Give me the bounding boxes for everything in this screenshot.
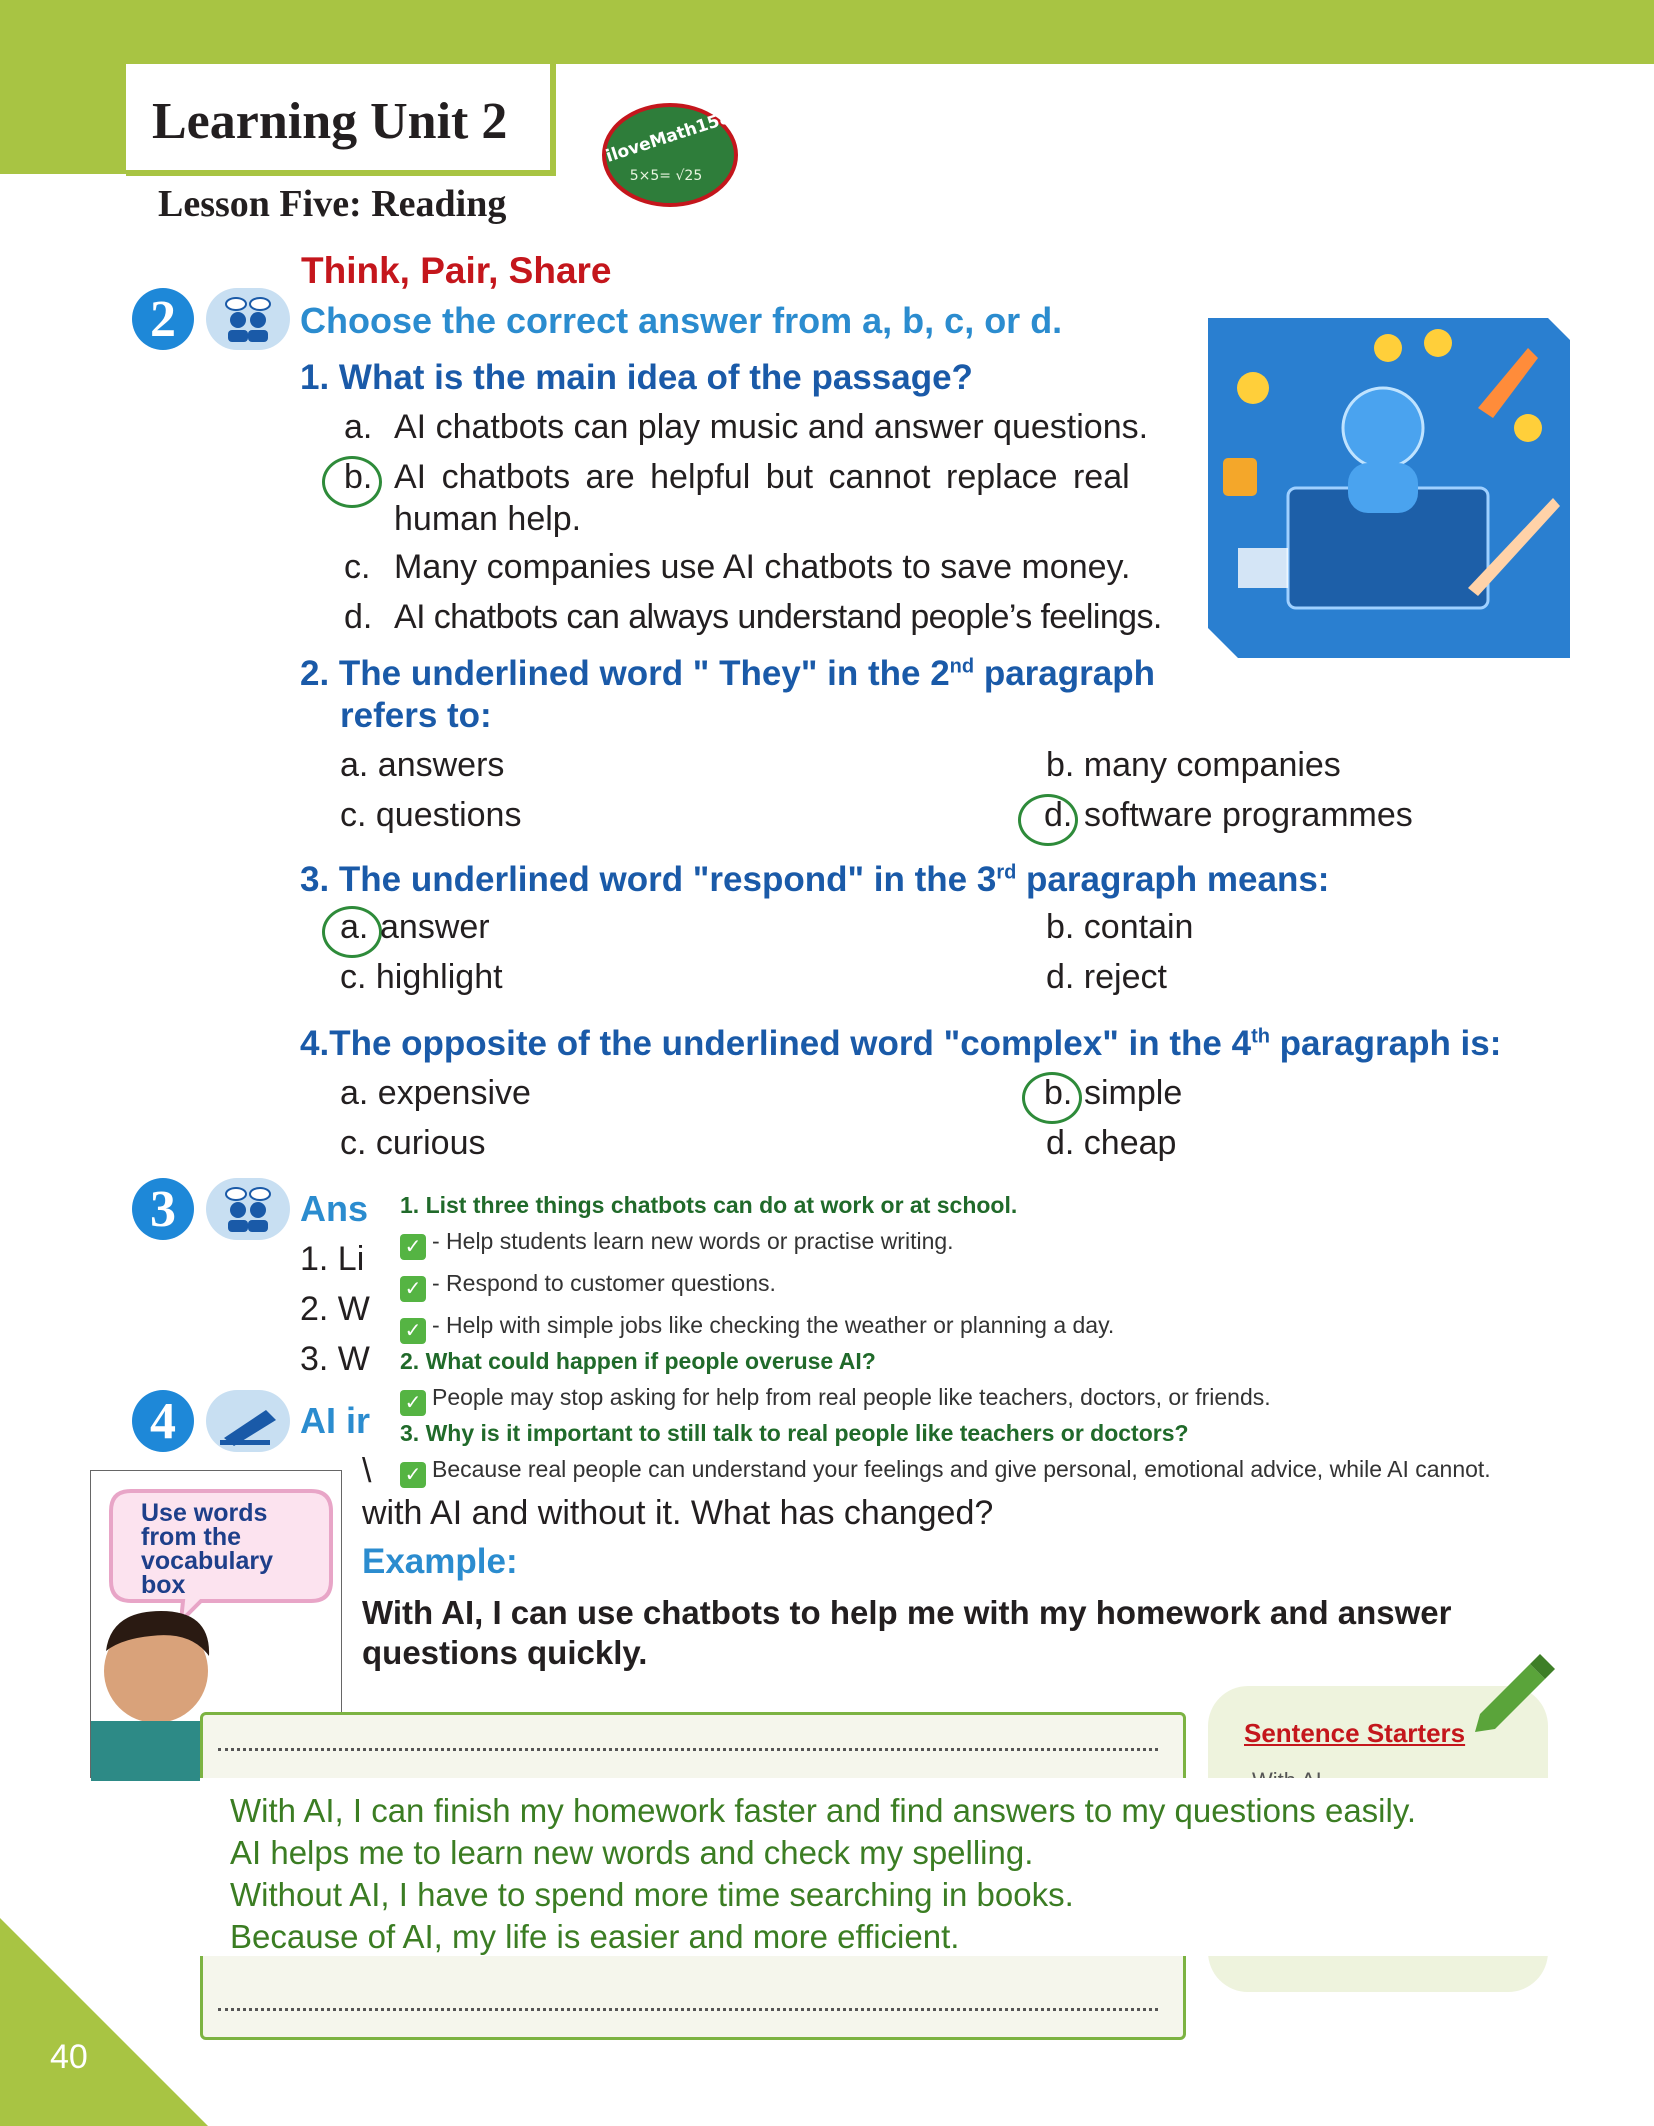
overlay-answer-text: - Respond to customer questions.: [432, 1270, 776, 1296]
q2-question: [300, 654, 1155, 694]
overlay-answer: [400, 1312, 1114, 1344]
q2-option-d-letter: d.: [1044, 796, 1073, 834]
q3-option-b: b. contain: [1046, 908, 1194, 946]
q1-option-b-letter: b.: [344, 458, 373, 496]
section-4-line1-partial: \: [362, 1452, 372, 1490]
speech-line: box: [141, 1571, 186, 1599]
logo-text: iloveMath158: [603, 107, 734, 167]
check-icon: ✓: [400, 1390, 426, 1416]
unit-title: Learning Unit 2: [152, 93, 508, 150]
q4-option-c: c. curious: [340, 1124, 486, 1162]
q3-option-c: c. highlight: [340, 958, 503, 996]
q2-option-c: c. questions: [340, 796, 522, 834]
logo-math: 5×5= √25: [629, 168, 703, 184]
top-accent-bar: [0, 0, 1654, 64]
q2-option-a: a. answers: [340, 746, 505, 784]
think-pair-share-heading: Think, Pair, Share: [301, 250, 612, 291]
q2-question-text: 2. The underlined word " They" in the 2: [300, 654, 950, 693]
corner-accent: [0, 1918, 208, 2126]
written-answer-line: AI helps me to learn new words and check my spelling.: [230, 1834, 1034, 1871]
overlay-answer: [400, 1384, 1271, 1416]
pencil-icon: [1470, 1644, 1560, 1739]
speech-line: vocabulary: [141, 1547, 274, 1575]
section-4-heading: AI ir: [300, 1400, 371, 1441]
q1-option-c-text: Many companies use AI chatbots to save money.: [394, 548, 1131, 586]
sentence-starters-partial: [1252, 1768, 1352, 1778]
q2-question-sup: nd: [949, 655, 975, 678]
overlay-question-3: 3. Why is it important to still talk to real people like teachers or doctors?: [400, 1420, 1189, 1446]
example-text-line1: With AI, I can use chatbots to help me with my homework and answer: [362, 1594, 1452, 1631]
q1-option-c-letter: c.: [344, 548, 371, 586]
pair-discussion-icon: [206, 288, 290, 350]
q4-question-sup: th: [1251, 1025, 1270, 1048]
page-number: 40: [50, 2038, 88, 2076]
check-icon: ✓: [400, 1276, 426, 1302]
left-accent-block: [0, 64, 126, 174]
q4-question-tail: paragraph is:: [1269, 1024, 1502, 1063]
overlay-answer-text: People may stop asking for help from real people like teachers, doctors, or friends.: [432, 1384, 1271, 1410]
overlay-question-2: 2. What could happen if people overuse AI?: [400, 1348, 876, 1374]
q3-option-d: d. reject: [1046, 958, 1167, 996]
overlay-question-1: 1. List three things chatbots can do at work or at school.: [400, 1192, 1018, 1218]
q1-option-a-letter: a.: [344, 408, 373, 446]
q2-option-b: b. many companies: [1046, 746, 1341, 784]
overlay-answer-text: - Help with simple jobs like checking the weather or planning a day.: [432, 1312, 1115, 1338]
check-icon: ✓: [400, 1462, 426, 1488]
writing-icon: [206, 1390, 290, 1452]
example-label: Example:: [362, 1542, 518, 1581]
q1-option-d-text: AI chatbots can always understand people’s feelings.: [394, 598, 1162, 636]
q3-option-a-text: answer: [380, 908, 490, 946]
sentence-starters-title: Sentence Starters: [1244, 1718, 1466, 1748]
q4-option-a: a. expensive: [340, 1074, 531, 1112]
q3-question-tail: paragraph means:: [1016, 860, 1330, 899]
example-text-line2: questions quickly.: [362, 1634, 648, 1671]
ilovemath-logo: [600, 100, 740, 215]
q1-option-a-text: AI chatbots can play music and answer questions.: [394, 408, 1149, 446]
section-3-number: 3: [132, 1178, 194, 1240]
check-icon: ✓: [400, 1318, 426, 1344]
section-3-item-3: 3. W: [300, 1340, 370, 1378]
q3-question: [300, 860, 1329, 900]
overlay-answer: [400, 1228, 954, 1260]
q1-question: 1. What is the main idea of the passage?: [300, 358, 973, 397]
writing-line: [218, 2008, 1158, 2013]
pair-discussion-icon: [206, 1178, 290, 1240]
q1-option-d-letter: d.: [344, 598, 373, 636]
ai-illustration: [1208, 318, 1570, 658]
q1-option-b-text-line2: human help.: [394, 500, 582, 538]
q2-option-d-text: software programmes: [1084, 796, 1413, 834]
overlay-answer-text: - Help students learn new words or practise writing.: [432, 1228, 954, 1254]
check-icon: ✓: [400, 1234, 426, 1260]
section-4-line2: with AI and without it. What has changed?: [362, 1494, 994, 1532]
q4-option-b-letter: b.: [1044, 1074, 1073, 1112]
q4-option-b-text: simple: [1084, 1074, 1183, 1112]
section-4-number: 4: [132, 1390, 194, 1452]
q4-option-d: d. cheap: [1046, 1124, 1177, 1162]
q1-option-b-text: AI chatbots are helpful but cannot replace real: [394, 458, 1130, 496]
speech-line: Use words: [141, 1499, 268, 1527]
section-3-item-2: 2. W: [300, 1290, 370, 1328]
q4-question: [300, 1024, 1501, 1064]
q3-question-text: 3. The underlined word "respond" in the 3: [300, 860, 997, 899]
q3-option-a-letter: a.: [340, 908, 369, 946]
q3-question-sup: rd: [996, 861, 1017, 884]
q4-question-text: 4.The opposite of the underlined word "complex" in the 4: [300, 1024, 1252, 1063]
writing-line: [218, 1748, 1158, 1753]
section-2-instruction: Choose the correct answer from a, b, c, or d.: [300, 300, 1063, 341]
q2-question-line2: refers to:: [340, 696, 492, 735]
section-2-number: 2: [132, 288, 194, 350]
section-3-heading: Ans: [300, 1188, 369, 1229]
written-answer-line: With AI, I can finish my homework faster and find answers to my questions easily.: [230, 1792, 1417, 1829]
written-answer-line: Because of AI, my life is easier and more efficient.: [230, 1918, 960, 1955]
overlay-answer-text: Because real people can understand your feelings and give personal, emotional advice, while AI cannot.: [432, 1456, 1491, 1482]
section-3-item-1: 1. Li: [300, 1240, 365, 1278]
overlay-answer: [400, 1270, 776, 1302]
overlay-answer: [400, 1456, 1491, 1488]
speech-line: from the: [141, 1523, 241, 1551]
q2-question-tail: paragraph: [974, 654, 1155, 693]
speech-bubble-text: [141, 1501, 273, 1597]
written-answer-line: Without AI, I have to spend more time searching in books.: [230, 1876, 1074, 1913]
lesson-title: Lesson Five: Reading: [158, 183, 507, 225]
